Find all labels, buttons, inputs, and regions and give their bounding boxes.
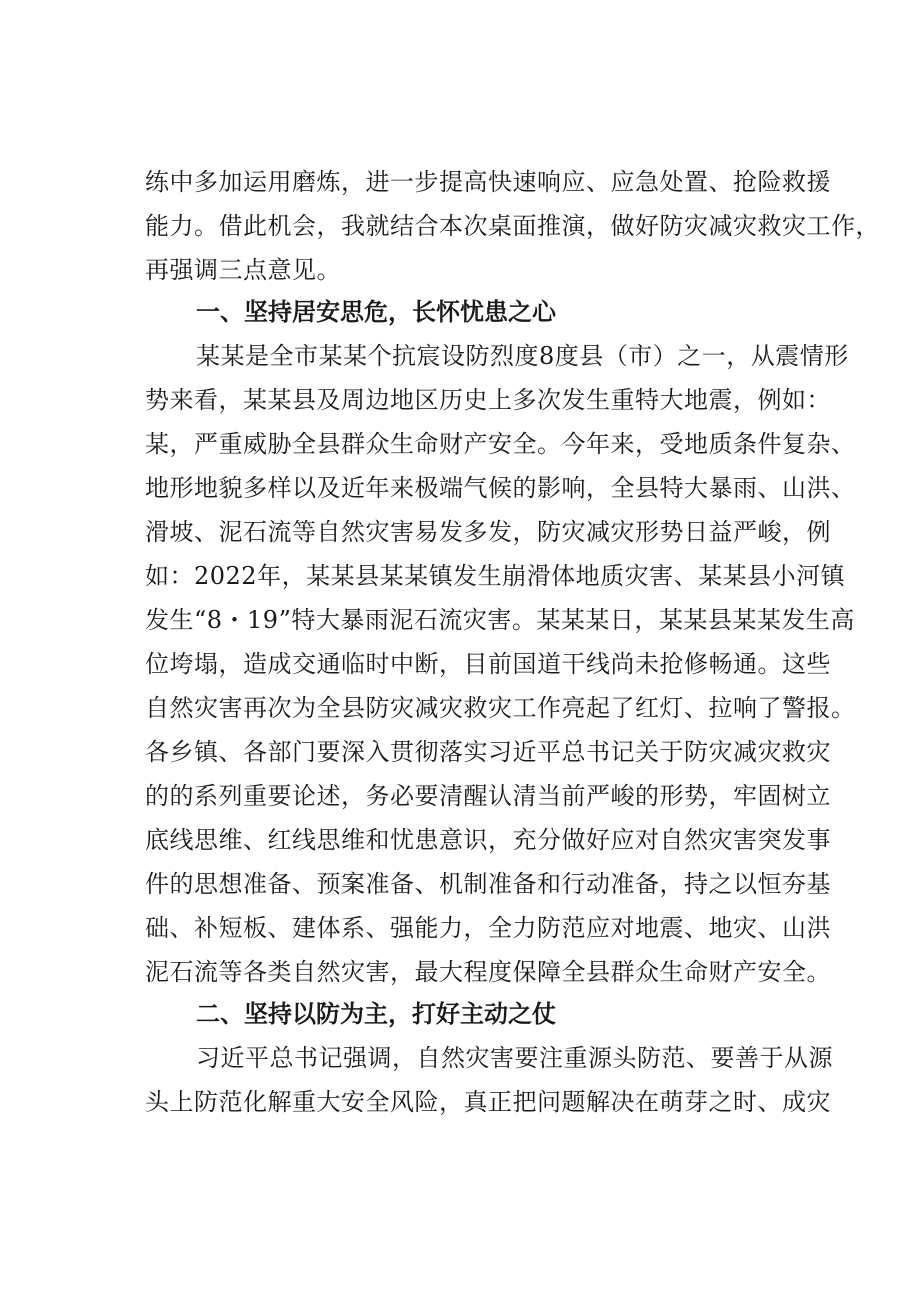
paragraph-line: 的的系列重要论述，务必要清醒认清当前严峻的形势，牢固树立 (145, 782, 831, 810)
paragraph-line: 础、补短板、建体系、强能力，全力防范应对地震、地灾、山洪 (145, 914, 831, 942)
paragraph-line: 某某是全市某某个抗宸设防烈度8度县（市）之一，从震情形 (196, 342, 849, 370)
paragraph-line: 地形地貌多样以及近年来极端气候的影响，全县特大暴雨、山洪、 (145, 474, 856, 502)
paragraph-line: 习近平总书记强调，自然灾害要注重源头防范、要善于从源 (196, 1044, 833, 1072)
paragraph-line: 某，严重威胁全县群众生命财产安全。今年来，受地质条件复杂、 (145, 430, 856, 458)
paragraph-line: 势来看，某某县及周边地区历史上多次发生重特大地震，例如： (145, 386, 831, 414)
paragraph-line: 如：2022年，某某县某某镇发生崩滑体地质灾害、某某县小河镇 (145, 562, 846, 590)
paragraph-line: 件的思想准备、预案准备、机制准备和行动准备，持之以恒夯基 (145, 870, 831, 898)
paragraph-line: 再强调三点意见。 (145, 256, 341, 284)
section-heading: 一、坚持居安思危，长怀忧患之心 (196, 298, 556, 326)
paragraph-line: 各乡镇、各部门要深入贯彻落实习近平总书记关于防灾减灾救灾 (145, 738, 831, 766)
paragraph-line: 泥石流等各类自然灾害，最大程度保障全县群众生命财产安全。 (145, 958, 831, 986)
paragraph-line: 滑坡、泥石流等自然灾害易发多发，防灾减灾形势日益严峻，例 (145, 518, 831, 546)
paragraph-line: 底线思维、红线思维和忧患意识，充分做好应对自然灾害突发事 (145, 826, 831, 854)
section-heading: 二、坚持以防为主，打好主动之仗 (196, 1000, 556, 1028)
paragraph-line: 能力。借此机会，我就结合本次桌面推演，做好防灾减灾救灾工作， (145, 212, 880, 240)
paragraph-line: 头上防范化解重大安全风险，真正把问题解决在萌芽之时、成灾 (145, 1088, 831, 1116)
paragraph-line: 练中多加运用磨炼，进一步提高快速响应、应急处置、抢险救援 (145, 168, 831, 196)
paragraph-line: 位垮塌，造成交通临时中断，目前国道干线尚未抢修畅通。这些 (145, 650, 831, 678)
paragraph-line: 发生“8・19”特大暴雨泥石流灾害。某某某日，某某县某某发生高 (145, 606, 855, 634)
paragraph-line: 自然灾害再次为全县防灾减灾救灾工作亮起了红灯、拉响了警报。 (145, 694, 856, 722)
